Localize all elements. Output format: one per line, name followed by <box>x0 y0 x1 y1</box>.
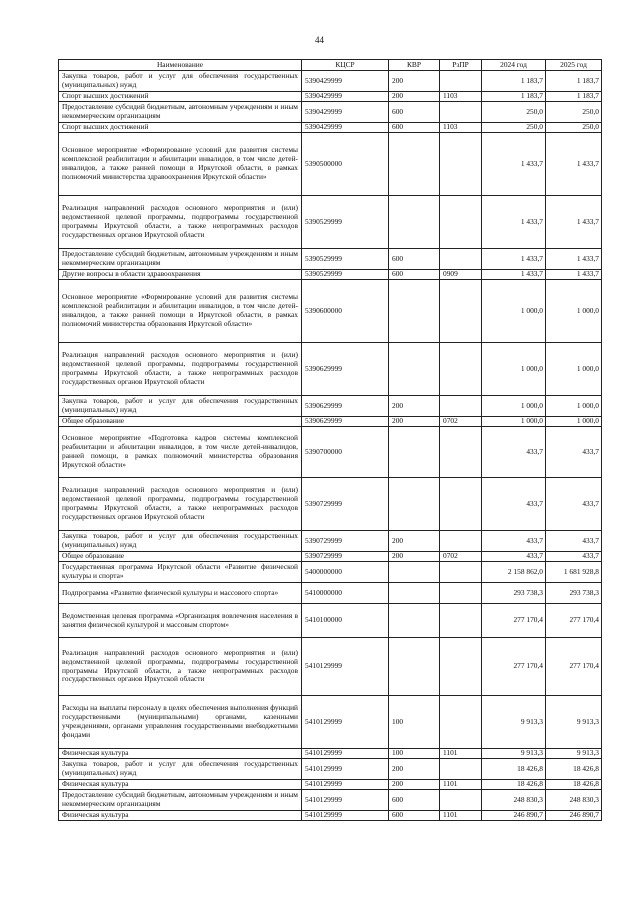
row-kcsr: 5390529999 <box>302 270 389 280</box>
row-name: Реализация направлений расходов основного мероприятия и (или) ведомственной целевой программы, подпрограммы государственной программы Иркутской области, а также непрограммных расходов государственных органов Иркутской области <box>59 343 302 396</box>
row-rzpr <box>440 396 482 417</box>
row-kvr: 600 <box>389 102 440 123</box>
row-kvr <box>389 196 440 249</box>
row-2025: 1 433,7 <box>546 270 602 280</box>
row-2025: 1 000,0 <box>546 343 602 396</box>
table-header-row <box>59 60 602 71</box>
table-row <box>59 280 602 343</box>
table-row <box>59 123 602 133</box>
row-rzpr: 0702 <box>440 417 482 427</box>
row-rzpr: 1101 <box>440 780 482 790</box>
table-row <box>59 133 602 196</box>
row-2024: 1 433,7 <box>482 133 546 196</box>
header-2024: 2024 год <box>482 60 546 71</box>
row-2024: 1 183,7 <box>482 71 546 92</box>
row-kcsr: 5410129999 <box>302 749 389 759</box>
row-name: Предоставление субсидий бюджетным, автономным учреждениям и иным некоммерческим организациям <box>59 249 302 270</box>
row-name: Общее образование <box>59 552 302 562</box>
row-2024: 433,7 <box>482 552 546 562</box>
row-rzpr <box>440 249 482 270</box>
table-row <box>59 343 602 396</box>
row-2024: 277 170,4 <box>482 604 546 638</box>
table-row <box>59 427 602 478</box>
row-kvr <box>389 562 440 583</box>
row-rzpr <box>440 280 482 343</box>
table-row <box>59 196 602 249</box>
row-name: Общее образование <box>59 417 302 427</box>
table-row <box>59 478 602 531</box>
row-rzpr <box>440 531 482 552</box>
row-name: Основное мероприятие «Формирование условий для развития системы комплексной реабилитации и абилитации инвалидов, в том числе детей-инвалидов, а также ранней помощи в Иркутской области, в рамках полномочий министерства здравоохранения Иркутской области» <box>59 133 302 196</box>
row-2024: 248 830,3 <box>482 790 546 811</box>
table-row <box>59 71 602 92</box>
row-2024: 250,0 <box>482 102 546 123</box>
row-2024: 1 000,0 <box>482 396 546 417</box>
row-2024: 1 433,7 <box>482 249 546 270</box>
row-kcsr: 5390629999 <box>302 343 389 396</box>
header-kcsr: КЦСР <box>302 60 389 71</box>
row-kcsr: 5410129999 <box>302 759 389 780</box>
row-kvr <box>389 583 440 604</box>
row-kvr <box>389 427 440 478</box>
row-kvr <box>389 478 440 531</box>
row-rzpr: 1103 <box>440 92 482 102</box>
header-rzpr: РзПР <box>440 60 482 71</box>
table-row <box>59 396 602 417</box>
row-kvr: 600 <box>389 123 440 133</box>
row-kcsr: 5410129999 <box>302 790 389 811</box>
row-name: Ведомственная целевая программа «Организация вовлечения населения в занятия физической культурой и массовым спортом» <box>59 604 302 638</box>
row-rzpr <box>440 71 482 92</box>
table-row <box>59 759 602 780</box>
row-2025: 433,7 <box>546 531 602 552</box>
row-rzpr <box>440 583 482 604</box>
page-number: 44 <box>315 35 324 45</box>
row-2024: 1 000,0 <box>482 280 546 343</box>
row-2025: 1 183,7 <box>546 71 602 92</box>
row-rzpr <box>440 427 482 478</box>
table-row <box>59 749 602 759</box>
table-row <box>59 780 602 790</box>
row-2025: 1 000,0 <box>546 417 602 427</box>
row-rzpr: 1101 <box>440 749 482 759</box>
row-kcsr: 5390729999 <box>302 478 389 531</box>
row-rzpr <box>440 343 482 396</box>
row-kcsr: 5410129999 <box>302 638 389 696</box>
row-kcsr: 5410129999 <box>302 811 389 821</box>
row-kvr: 100 <box>389 749 440 759</box>
row-2025: 1 433,7 <box>546 196 602 249</box>
row-2025: 433,7 <box>546 478 602 531</box>
row-2024: 1 183,7 <box>482 92 546 102</box>
row-2025: 1 433,7 <box>546 133 602 196</box>
row-kcsr: 5410129999 <box>302 780 389 790</box>
row-kcsr: 5390629999 <box>302 396 389 417</box>
row-name: Физическая культура <box>59 811 302 821</box>
row-2024: 18 426,8 <box>482 780 546 790</box>
row-2025: 250,0 <box>546 123 602 133</box>
row-2025: 9 913,3 <box>546 749 602 759</box>
row-kvr: 600 <box>389 790 440 811</box>
row-2025: 1 183,7 <box>546 92 602 102</box>
row-rzpr <box>440 790 482 811</box>
row-name: Спорт высших достижений <box>59 123 302 133</box>
header-kvr: КВР <box>389 60 440 71</box>
table-row <box>59 531 602 552</box>
table-row <box>59 562 602 583</box>
row-2024: 433,7 <box>482 531 546 552</box>
row-name: Закупка товаров, работ и услуг для обеспечения государственных (муниципальных) нужд <box>59 71 302 92</box>
row-kvr: 100 <box>389 696 440 749</box>
row-kcsr: 5390729999 <box>302 552 389 562</box>
row-kvr <box>389 280 440 343</box>
row-name: Физическая культура <box>59 780 302 790</box>
row-rzpr <box>440 696 482 749</box>
row-name: Государственная программа Иркутской области «Развитие физической культуры и спорта» <box>59 562 302 583</box>
row-2024: 9 913,3 <box>482 696 546 749</box>
row-2025: 18 426,8 <box>546 759 602 780</box>
row-name: Реализация направлений расходов основного мероприятия и (или) ведомственной целевой программы, подпрограммы государственной программы Иркутской области, а также непрограммных расходов государственных органов Иркутской области <box>59 196 302 249</box>
row-2024: 246 890,7 <box>482 811 546 821</box>
row-kcsr: 5390500000 <box>302 133 389 196</box>
row-2024: 277 170,4 <box>482 638 546 696</box>
row-name: Спорт высших достижений <box>59 92 302 102</box>
table-row <box>59 811 602 821</box>
row-2025: 433,7 <box>546 552 602 562</box>
row-name: Подпрограмма «Развитие физической культуры и массового спорта» <box>59 583 302 604</box>
row-2025: 18 426,8 <box>546 780 602 790</box>
row-2025: 433,7 <box>546 427 602 478</box>
row-kvr: 200 <box>389 780 440 790</box>
row-2024: 18 426,8 <box>482 759 546 780</box>
row-kvr: 200 <box>389 759 440 780</box>
row-name: Реализация направлений расходов основного мероприятия и (или) ведомственной целевой программы, подпрограммы государственной программы Иркутской области, а также непрограммных расходов государственных органов Иркутской области <box>59 478 302 531</box>
row-rzpr <box>440 133 482 196</box>
row-kcsr: 5410100000 <box>302 604 389 638</box>
row-rzpr: 1103 <box>440 123 482 133</box>
row-2024: 433,7 <box>482 478 546 531</box>
row-kcsr: 5390429999 <box>302 102 389 123</box>
row-kvr: 600 <box>389 811 440 821</box>
row-kvr <box>389 604 440 638</box>
table-row <box>59 249 602 270</box>
row-kcsr: 5390700000 <box>302 427 389 478</box>
row-kcsr: 5390729999 <box>302 531 389 552</box>
row-2025: 248 830,3 <box>546 790 602 811</box>
table-row <box>59 638 602 696</box>
row-kvr <box>389 638 440 696</box>
row-2025: 246 890,7 <box>546 811 602 821</box>
row-kvr: 600 <box>389 270 440 280</box>
row-kcsr: 5400000000 <box>302 562 389 583</box>
header-2025: 2025 год <box>546 60 602 71</box>
row-name: Закупка товаров, работ и услуг для обеспечения государственных (муниципальных) нужд <box>59 396 302 417</box>
row-rzpr <box>440 478 482 531</box>
budget-table <box>58 59 602 821</box>
row-kvr <box>389 343 440 396</box>
row-2025: 1 433,7 <box>546 249 602 270</box>
row-rzpr <box>440 102 482 123</box>
row-name: Основное мероприятие «Формирование условий для развития системы комплексной реабилитации и абилитации инвалидов, в том числе детей-инвалидов, а также ранней помощи в Иркутской области, в рамках полномочий министерства образования Иркутской области» <box>59 280 302 343</box>
row-kcsr: 5410000000 <box>302 583 389 604</box>
row-kvr <box>389 133 440 196</box>
row-kcsr: 5390529999 <box>302 196 389 249</box>
row-kvr: 200 <box>389 552 440 562</box>
row-2024: 433,7 <box>482 427 546 478</box>
table-row <box>59 102 602 123</box>
row-rzpr <box>440 562 482 583</box>
row-name: Предоставление субсидий бюджетным, автономным учреждениям и иным некоммерческим организациям <box>59 790 302 811</box>
row-name: Закупка товаров, работ и услуг для обеспечения государственных (муниципальных) нужд <box>59 531 302 552</box>
table-row <box>59 604 602 638</box>
row-kcsr: 5390429999 <box>302 71 389 92</box>
row-name: Основное мероприятие «Подготовка кадров системы комплексной реабилитации и абилитации инвалидов, в том числе детей-инвалидов, ранней помощи, в рамках полномочий министерства образования Иркутской области» <box>59 427 302 478</box>
row-2024: 1 433,7 <box>482 270 546 280</box>
table-row <box>59 583 602 604</box>
row-kcsr: 5390429999 <box>302 123 389 133</box>
row-kvr: 600 <box>389 249 440 270</box>
row-2024: 250,0 <box>482 123 546 133</box>
row-kcsr: 5390429999 <box>302 92 389 102</box>
row-name: Другие вопросы в области здравоохранения <box>59 270 302 280</box>
row-2025: 250,0 <box>546 102 602 123</box>
row-2025: 1 000,0 <box>546 280 602 343</box>
row-name: Расходы на выплаты персоналу в целях обеспечения выполнения функций государственными (муниципальными) органами, казенными учреждениями, органами управления государственными внебюджетными фондами <box>59 696 302 749</box>
row-kcsr: 5390600000 <box>302 280 389 343</box>
row-kvr: 200 <box>389 71 440 92</box>
row-2024: 293 738,3 <box>482 583 546 604</box>
row-rzpr: 0702 <box>440 552 482 562</box>
row-kvr: 200 <box>389 531 440 552</box>
row-kvr: 200 <box>389 92 440 102</box>
row-name: Закупка товаров, работ и услуг для обеспечения государственных (муниципальных) нужд <box>59 759 302 780</box>
table-row <box>59 270 602 280</box>
row-rzpr: 1101 <box>440 811 482 821</box>
row-2025: 1 681 928,8 <box>546 562 602 583</box>
row-2025: 1 000,0 <box>546 396 602 417</box>
table-row <box>59 417 602 427</box>
table-row <box>59 696 602 749</box>
row-2025: 277 170,4 <box>546 604 602 638</box>
row-2025: 293 738,3 <box>546 583 602 604</box>
row-2024: 2 158 862,0 <box>482 562 546 583</box>
row-2024: 1 000,0 <box>482 343 546 396</box>
table-row <box>59 790 602 811</box>
row-rzpr <box>440 638 482 696</box>
row-2024: 9 913,3 <box>482 749 546 759</box>
row-kcsr: 5390629999 <box>302 417 389 427</box>
row-name: Предоставление субсидий бюджетным, автономным учреждениям и иным некоммерческим организациям <box>59 102 302 123</box>
row-kvr: 200 <box>389 417 440 427</box>
row-rzpr <box>440 196 482 249</box>
row-2025: 9 913,3 <box>546 696 602 749</box>
header-name: Наименование <box>59 60 302 71</box>
row-kvr: 200 <box>389 396 440 417</box>
row-kcsr: 5390529999 <box>302 249 389 270</box>
row-rzpr <box>440 759 482 780</box>
row-kcsr: 5410129999 <box>302 696 389 749</box>
row-2025: 277 170,4 <box>546 638 602 696</box>
row-2024: 1 000,0 <box>482 417 546 427</box>
row-name: Физическая культура <box>59 749 302 759</box>
row-rzpr: 0909 <box>440 270 482 280</box>
row-name: Реализация направлений расходов основного мероприятия и (или) ведомственной целевой программы, подпрограммы государственной программы Иркутской области, а также непрограммных расходов государственных органов Иркутской области <box>59 638 302 696</box>
row-2024: 1 433,7 <box>482 196 546 249</box>
table-row <box>59 92 602 102</box>
table-row <box>59 552 602 562</box>
row-rzpr <box>440 604 482 638</box>
